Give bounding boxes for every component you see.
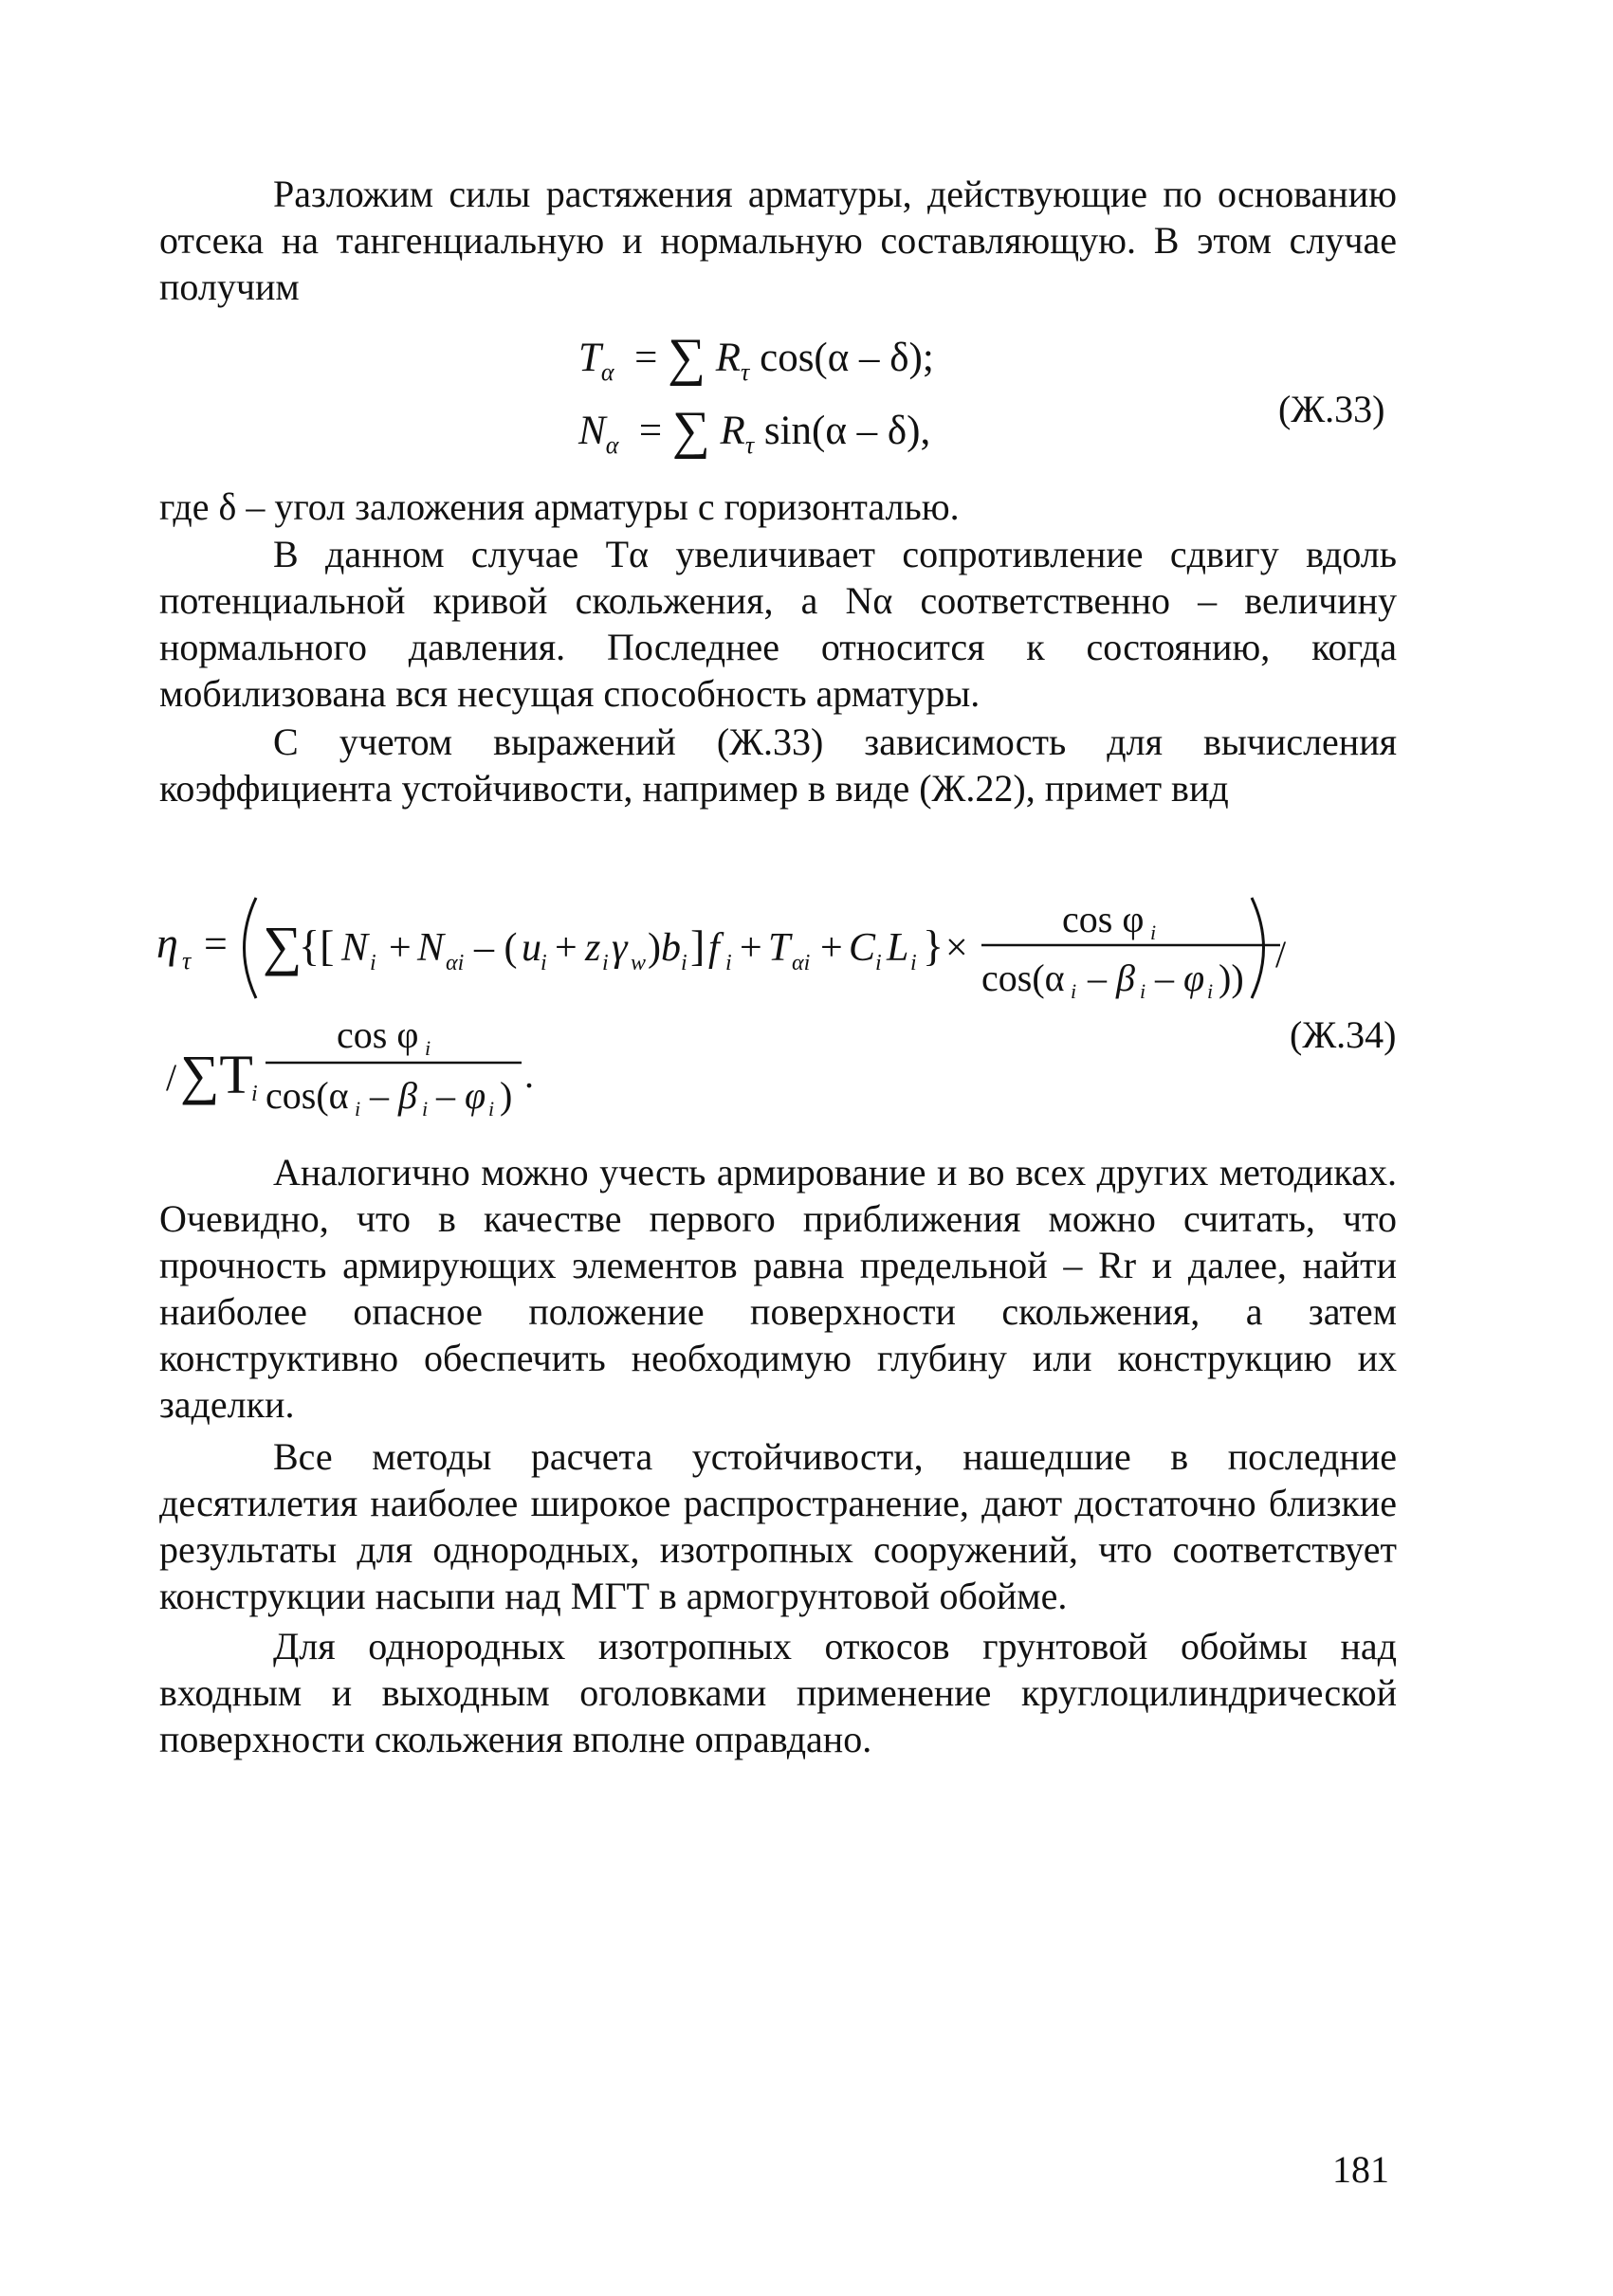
svg-text:–: – (1155, 957, 1174, 999)
svg-text:i: i (251, 1082, 258, 1106)
svg-text:–: – (1088, 957, 1107, 999)
svg-text:–: – (370, 1074, 389, 1117)
paragraph-homogeneous: Для однородных изотропных откосов грунтовой обоймы над входным и выходным оголовками применение круглоцилиндрической поверхности скольжения вполне оправдано. (159, 1625, 1397, 1760)
svg-text:i: i (1150, 920, 1157, 944)
svg-text:/: / (166, 1056, 177, 1099)
svg-text:u: u (522, 926, 541, 970)
paragraph-delta-definition: где δ – угол заложения арматуры с горизонталью. (159, 485, 960, 528)
svg-text:i: i (875, 951, 882, 975)
svg-text:w: w (631, 951, 647, 975)
formula-34 (156, 877, 1408, 1133)
paragraph-with-expressions: С учетом выражений (Ж.33) зависимость для вычисления коэффициента устойчивости, например в виде (Ж.22), примет вид (159, 720, 1397, 810)
svg-text:i: i (425, 1036, 431, 1060)
svg-text:×: × (945, 926, 968, 970)
svg-text:cos(α: cos(α (266, 1074, 349, 1117)
svg-text:i: i (910, 951, 917, 975)
paragraph-t-alpha: В данном случае Тα увеличивает сопротивление сдвигу вдоль потенциальной кривой скольжения, а Nα соответственно – величину нормального давления. Последнее относится к состоянию, когда мобилизована вся несущая способность арматуры. (159, 533, 1397, 715)
svg-text:i: i (422, 1097, 429, 1121)
svg-text:i: i (1207, 979, 1214, 1003)
formula-33-t-symbol: T (578, 336, 601, 380)
svg-text:i: i (602, 951, 609, 975)
svg-text:φ: φ (465, 1074, 486, 1117)
svg-text:N: N (341, 926, 369, 970)
formula-33-r-symbol: R (715, 336, 742, 380)
svg-text:i: i (1071, 979, 1077, 1003)
svg-text:i: i (355, 1097, 361, 1121)
svg-text:): ) (500, 1074, 513, 1117)
svg-text:T: T (768, 926, 791, 970)
svg-text:φ: φ (1183, 957, 1205, 999)
svg-text:): ) (648, 926, 661, 970)
svg-text:γ: γ (612, 926, 628, 970)
svg-text:i: i (725, 951, 732, 975)
svg-text:C: C (849, 926, 876, 970)
svg-text:.: . (524, 1053, 534, 1096)
page-number: 181 (1332, 2148, 1389, 2191)
svg-text:b: b (661, 926, 681, 970)
formula-33-r-sub: τ (741, 358, 750, 386)
svg-text:β: β (398, 1074, 417, 1117)
formula-33-number: (Ж.33) (1278, 388, 1385, 430)
svg-text:i: i (1140, 979, 1146, 1003)
paragraph-analogous: Аналогично можно учесть армирование и во всех других методиках. Очевидно, что в качестве первого приближения можно считать, что прочность армирующих элементов равна предельной – Rr и далее, найти наиболее опасное положение поверхности скольжения, а затем конструктивно обеспечить необходимую глубину или конструкцию их заделки. (159, 1151, 1397, 1426)
svg-text:/: / (1275, 933, 1287, 975)
svg-text:+: + (820, 926, 843, 970)
svg-text:αi: αi (792, 951, 811, 975)
formula-33-cos-term: cos(α – δ); (760, 336, 934, 380)
formula-34-eta-sub: τ (182, 947, 192, 975)
svg-text:{[: {[ (299, 921, 335, 970)
svg-text:N: N (417, 926, 445, 970)
svg-text:)): )) (1219, 957, 1244, 999)
formula-33-n-sub: α (605, 431, 619, 459)
svg-text:L: L (887, 926, 909, 970)
formula-34-denominator-sum: ∑T (180, 1044, 253, 1105)
svg-text:cos φ: cos φ (337, 1013, 419, 1056)
svg-text:z: z (585, 926, 601, 970)
svg-text:=: = (204, 920, 228, 967)
formula-33-line-1: $T_\alpha$ = ∑ $R_\tau$ cos(α – δ); (578, 328, 934, 387)
svg-text:i: i (541, 951, 547, 975)
formula-33-sin-term: sin(α – δ), (763, 409, 931, 453)
formula-33-line-2: $N_\alpha$ = ∑ $R_\tau$ sin(α – δ), (578, 401, 931, 460)
paragraph-intro: Разложим силы растяжения арматуры, действующие по основанию отсека на тангенциальную и нормальную составляющую. В этом случае получим (159, 173, 1397, 308)
svg-text:β: β (1116, 957, 1135, 999)
svg-text:f: f (708, 926, 720, 970)
formula-34-number: (Ж.34) (1290, 1013, 1397, 1056)
svg-text:i: i (681, 951, 687, 975)
svg-text:]: ] (690, 921, 706, 970)
svg-text:αi: αi (446, 951, 465, 975)
svg-text:i: i (370, 951, 376, 975)
svg-text:i: i (488, 1097, 495, 1121)
formula-33-n-symbol: N (578, 409, 606, 453)
svg-text:+: + (389, 926, 412, 970)
paragraph-methods: Все методы расчета устойчивости, нашедшие в последние десятилетия наиболее широкое распространение, дают достаточно близкие результаты для однородных, изотропных сооружений, что соответствует конструкции насыпи над МГТ в армогрунтовой обойме. (159, 1435, 1397, 1617)
formula-34-fraction-denominator: cos(α (981, 957, 1065, 999)
svg-text:}: } (923, 921, 944, 970)
svg-text:+: + (555, 926, 577, 970)
formula-33-t-sub: α (600, 358, 614, 386)
svg-text:+: + (740, 926, 762, 970)
formula-34-fraction-numerator: cos φ (1062, 898, 1145, 940)
formula-34-eta: η (156, 919, 178, 967)
svg-text:–: – (436, 1074, 455, 1117)
svg-text:∑: ∑ (263, 915, 302, 976)
svg-text:– (: – ( (474, 926, 518, 970)
